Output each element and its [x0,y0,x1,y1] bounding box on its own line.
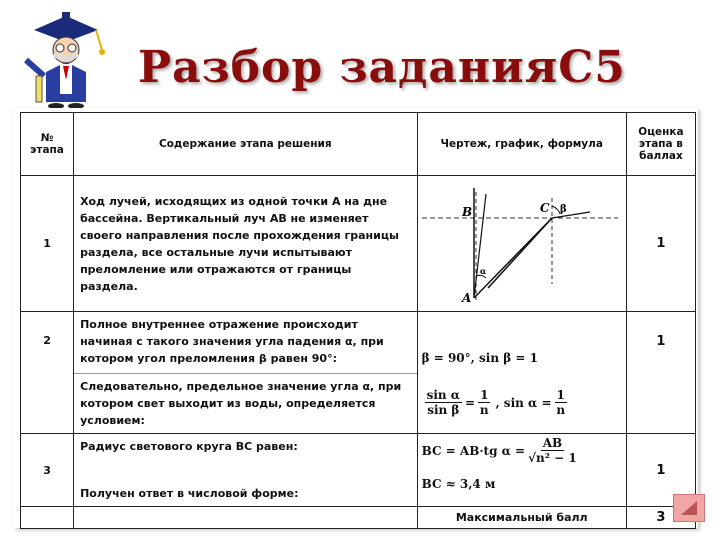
frac-den: sin β [427,403,460,417]
row-3-content: Радиус светового круга BC равен: [80,440,298,453]
bc-lhs: BC = AB·tg α = [421,443,526,458]
row-3-formula-2: BC ≈ 3,4 м [421,477,496,491]
page-title: Разбор заданияС5 [138,42,626,93]
row-1-num: 1 [21,176,74,312]
fraction-sin-ratio [425,388,462,417]
row-3-formula-1 [422,436,622,465]
row-3-content-2: Получен ответ в числовой форме: [80,487,299,500]
row-2-content-2: Следовательно, предельное значение угла α, при котором свет выходит из воды, определяется условием: [80,380,402,427]
table-header-row [21,113,696,176]
fraction-one-over-n [478,388,490,417]
professor-mascot-icon [16,10,116,110]
max-row-empty-1 [21,507,74,529]
max-score-label: Максимальный балл [417,507,626,529]
solution-table [20,112,696,529]
row-3-num: 3 [21,434,74,507]
diagram-label-alpha: α [479,266,486,276]
max-score-row [21,507,696,529]
row-2-num: 2 [21,312,74,434]
diagram-label-b: B [461,205,472,219]
row-2-content-cell [74,312,418,434]
row-3-content-cell [74,434,418,507]
equals-sign: = [465,395,476,410]
row-2-formula-2 [422,388,622,417]
row-1-diagram-cell [417,176,626,312]
formula-separator: , sin α = [495,395,552,410]
table-row [21,312,696,434]
refraction-diagram [422,180,618,304]
frac-num: AB [542,436,563,450]
header-score: Оценка этапа в баллах [626,113,695,176]
frac-den: √n² − 1 [528,451,577,465]
row-2-score: 1 [626,312,695,434]
header-content: Содержание этапа решения [74,113,418,176]
frac-num: sin α [426,388,461,402]
header-num: № этапа [21,113,74,176]
back-arrow-icon [679,499,699,517]
row-3-score: 1 [626,434,695,507]
fraction-one-over-n-2 [555,388,567,417]
row-2-formula-1: β = 90°, sin β = 1 [421,351,538,365]
frac-num: 1 [556,388,565,402]
diagram-label-a: A [461,291,471,304]
row-1-content: Ход лучей, исходящих из одной точки A на дне бассейна. Вертикальный луч AB не изменяет своего направления после прохождения границы раздела, все остальные лучи испытывают преломление или отражаются от границы раздела. [74,176,418,312]
row-2-content: Полное внутреннее отражение происходит начиная с такого значения угла падения α, при котором угол преломления β равен 90°: [80,318,384,365]
frac-den: n [556,403,566,417]
diagram-label-beta: β [559,204,567,215]
row-3-formula-cell [417,434,626,507]
frac-den: n [479,403,489,417]
diagram-label-c: C [539,201,550,215]
row-1-score: 1 [626,176,695,312]
row-2-formula-cell [417,312,626,434]
frac-num: 1 [480,388,489,402]
max-row-empty-2 [74,507,418,529]
back-nav-button[interactable] [673,494,705,522]
fraction-ab-over-root [528,436,577,465]
max-score-value: 3 [626,507,695,529]
table-row [21,434,696,507]
header-formula: Чертеж, график, формула [417,113,626,176]
table-row [21,176,696,312]
